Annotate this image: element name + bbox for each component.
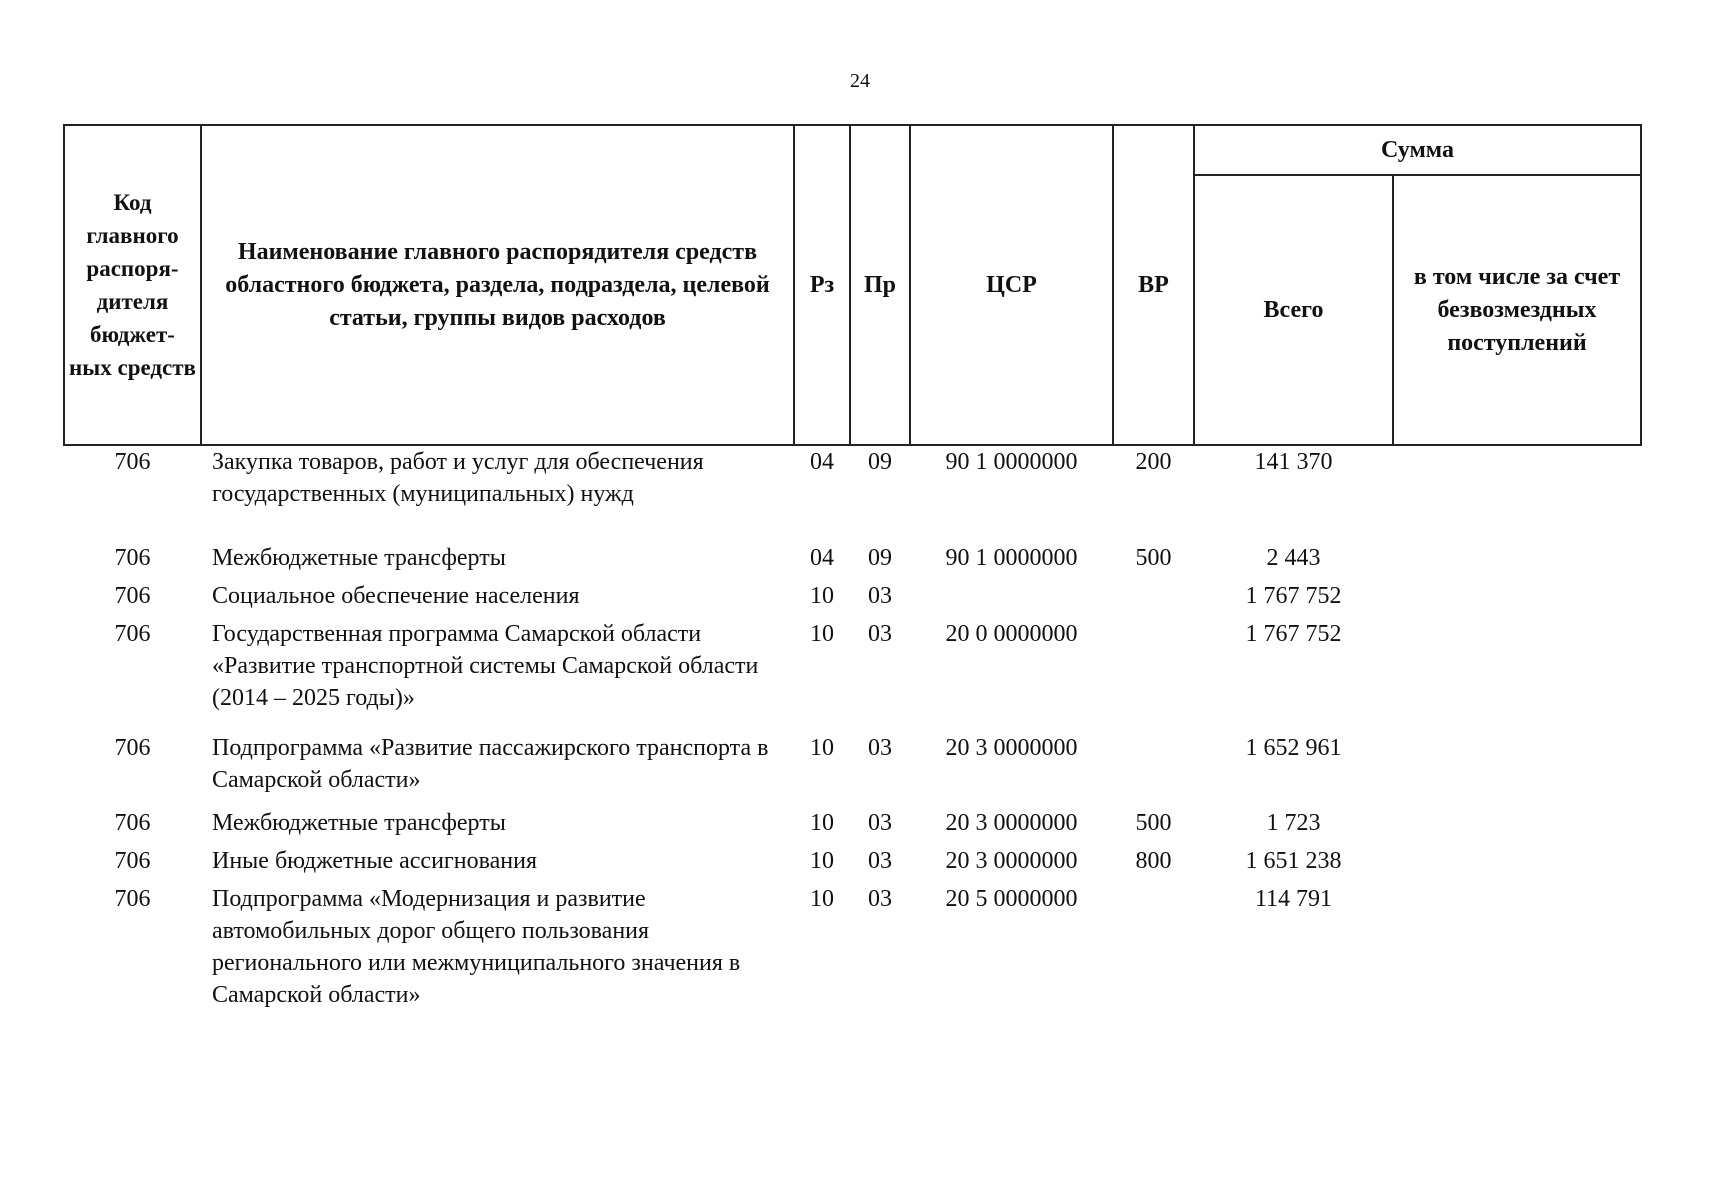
cell-rz: 04 — [810, 449, 834, 475]
cell-name: Подпрограмма «Развитие пассажирского транспорта в Самарской области» — [212, 735, 769, 793]
cell-free — [1393, 542, 1641, 580]
cell-free — [1393, 807, 1641, 845]
cell-code: 706 — [114, 583, 151, 609]
cell-pr: 09 — [868, 545, 892, 571]
cell-csr: 20 5 0000000 — [945, 886, 1078, 912]
cell-pr: 03 — [868, 886, 892, 912]
table-row — [64, 807, 1641, 845]
cell-free — [1393, 845, 1641, 883]
cell-pr: 03 — [868, 621, 892, 647]
cell-code: 706 — [114, 735, 151, 761]
cell-vr: 500 — [1135, 810, 1172, 836]
cell-csr: 90 1 0000000 — [945, 449, 1078, 475]
cell-code: 706 — [114, 810, 151, 836]
table-row — [64, 580, 1641, 618]
cell-code: 706 — [114, 886, 151, 912]
cell-rz: 04 — [810, 545, 834, 571]
cell-name: Межбюджетные трансферты — [212, 810, 506, 836]
cell-code: 706 — [114, 621, 151, 647]
header-name: Наименование главного распорядителя средств областного бюджета, раздела, подраздела, целевой статьи, группы видов расходов — [201, 125, 794, 445]
header-free: в том числе за счет безвозмездных поступлений — [1393, 175, 1641, 445]
cell-name: Государственная программа Самарской области «Развитие транспортной системы Самарской области (2014 – 2025 годы)» — [212, 621, 759, 711]
header-total: Всего — [1194, 175, 1393, 445]
table-row — [64, 542, 1641, 580]
table-row — [64, 618, 1641, 732]
table-row — [64, 845, 1641, 883]
cell-free — [1393, 732, 1641, 807]
cell-rz: 10 — [810, 735, 834, 761]
cell-total: 2 443 — [1266, 545, 1321, 571]
cell-pr: 03 — [868, 848, 892, 874]
cell-vr — [1113, 580, 1194, 618]
cell-total: 1 723 — [1266, 810, 1321, 836]
cell-pr: 03 — [868, 583, 892, 609]
budget-table — [63, 124, 1642, 1011]
table-row — [64, 883, 1641, 1011]
cell-csr: 20 3 0000000 — [945, 735, 1078, 761]
cell-csr: 20 3 0000000 — [945, 810, 1078, 836]
cell-vr: 800 — [1135, 848, 1172, 874]
cell-pr: 09 — [868, 449, 892, 475]
cell-vr — [1113, 732, 1194, 807]
cell-code: 706 — [114, 449, 151, 475]
table-row — [64, 732, 1641, 807]
cell-rz: 10 — [810, 810, 834, 836]
cell-rz: 10 — [810, 583, 834, 609]
cell-total: 1 767 752 — [1245, 583, 1342, 609]
cell-name: Закупка товаров, работ и услуг для обеспечения государственных (муниципальных) нужд — [212, 449, 704, 507]
header-pr: Пр — [850, 125, 910, 445]
header-code: Код главного распоря-дителя бюджет-ных средств — [64, 125, 201, 445]
cell-name: Иные бюджетные ассигнования — [212, 848, 537, 874]
cell-code: 706 — [114, 545, 151, 571]
cell-free — [1393, 883, 1641, 1011]
cell-vr: 200 — [1135, 449, 1172, 475]
cell-free — [1393, 445, 1641, 542]
cell-name: Социальное обеспечение населения — [212, 583, 580, 609]
cell-rz: 10 — [810, 886, 834, 912]
page-number: 24 — [850, 70, 870, 92]
cell-free — [1393, 618, 1641, 732]
cell-pr: 03 — [868, 810, 892, 836]
cell-total: 1 651 238 — [1245, 848, 1342, 874]
cell-vr: 500 — [1135, 545, 1172, 571]
header-vr: ВР — [1113, 125, 1194, 445]
cell-vr — [1113, 883, 1194, 1011]
cell-rz: 10 — [810, 848, 834, 874]
cell-csr: 20 0 0000000 — [945, 621, 1078, 647]
cell-total: 1 767 752 — [1245, 621, 1342, 647]
header-rz: Рз — [794, 125, 850, 445]
cell-code: 706 — [114, 848, 151, 874]
cell-vr — [1113, 618, 1194, 732]
cell-csr: 90 1 0000000 — [945, 545, 1078, 571]
cell-name: Межбюджетные трансферты — [212, 545, 506, 571]
cell-total: 141 370 — [1254, 449, 1333, 475]
cell-pr: 03 — [868, 735, 892, 761]
header-sum: Сумма — [1194, 125, 1641, 175]
cell-rz: 10 — [810, 621, 834, 647]
cell-total: 114 791 — [1254, 886, 1333, 912]
cell-total: 1 652 961 — [1245, 735, 1342, 761]
table-row — [64, 445, 1641, 542]
cell-csr — [910, 580, 1113, 618]
cell-name: Подпрограмма «Модернизация и развитие автомобильных дорог общего пользования регионального или межмуниципального значения в Самарской области» — [212, 886, 741, 1008]
cell-free — [1393, 580, 1641, 618]
header-csr: ЦСР — [910, 125, 1113, 445]
cell-csr: 20 3 0000000 — [945, 848, 1078, 874]
